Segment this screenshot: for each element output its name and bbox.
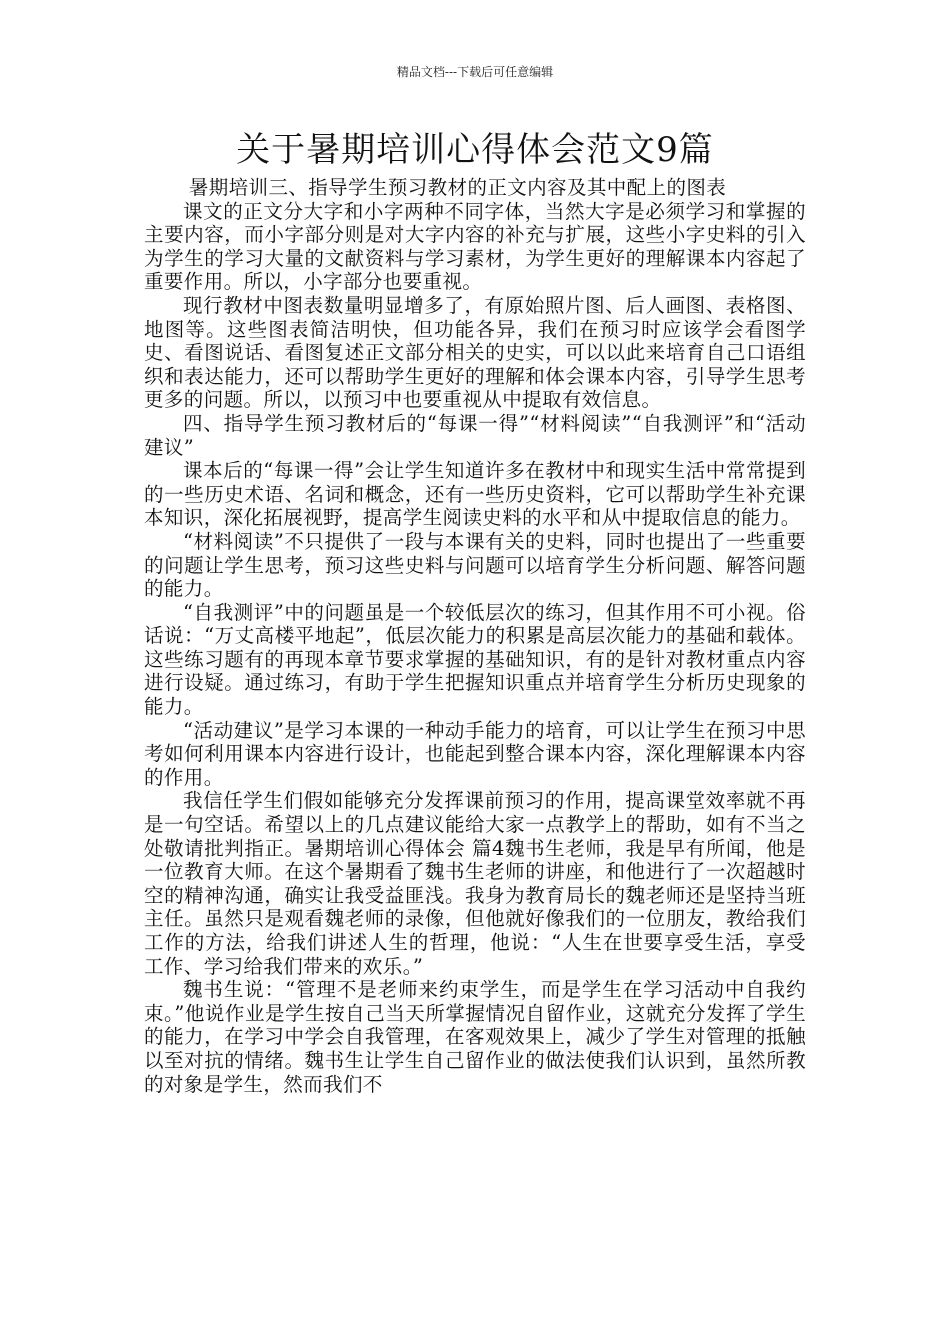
- paragraph: 课文的正文分大字和小字两种不同字体，当然大字是必须学习和掌握的主要内容，而小字部分则是对大字内容的补充与扩展，这些小字史料的引入为学生的学习大量的文献资料与学习素材，为学生更好的理解课本内容起了重要作用。所以，小字部分也要重视。: [144, 199, 806, 294]
- paragraph: 暑期培训三、指导学生预习教材的正文内容及其中配上的图表: [188, 176, 727, 199]
- paragraph: 我信任学生们假如能够充分发挥课前预习的作用，提高课堂效率就不再是一句空话。希望以上的几点建议能给大家一点教学上的帮助，如有不当之处敬请批判指正。暑期培训心得体会 篇4魏书生老师，我是早有所闻，他是一位教育大师。在这个暑期看了魏书生老师的讲座，和他进行了一次超越时空的精神沟通，确实让我受益匪浅。我身为教育局长的魏老师还是坚持当班主任。虽然只是观看魏老师的录像，但他就好像我们的一位朋友，教给我们工作的方法，给我们讲述人生的哲理，他说：“人生在世要享受生活，享受工作、学习给我们带来的欢乐。”: [144, 789, 806, 978]
- document-title: 关于暑期培训心得体会范文9篇: [236, 130, 714, 170]
- page-header: 精品文档---下载后可任意编辑: [396, 65, 554, 79]
- paragraph: 四、指导学生预习教材后的“每课一得”“材料阅读”“自我测评”和“活动建议”: [144, 411, 806, 459]
- paragraph: “材料阅读”不只提供了一段与本课有关的史料，同时也提出了一些重要的问题让学生思考，预习这些史料与问题可以培育学生分析问题、解答问题的能力。: [144, 529, 806, 601]
- document-body: [144, 176, 806, 1096]
- paragraph: 现行教材中图表数量明显增多了，有原始照片图、后人画图、表格图、地图等。这些图表简洁明快，但功能各异，我们在预习时应该学会看图学史、看图说话、看图复述正文部分相关的史实，可以以此来培育自己口语组织和表达能力，还可以帮助学生更好的理解和体会课本内容，引导学生思考更多的问题。所以，以预习中也要重视从中提取有效信息。: [144, 293, 806, 412]
- paragraph: 课本后的“每课一得”会让学生知道许多在教材中和现实生活中常常提到的一些历史术语、名词和概念，还有一些历史资料，它可以帮助学生补充课本知识，深化拓展视野，提高学生阅读史料的水平和从中提取信息的能力。: [144, 459, 806, 530]
- paragraph: “自我测评”中的问题虽是一个较低层次的练习，但其作用不可小视。俗话说：“万丈高楼平地起”，低层次能力的积累是高层次能力的基础和载体。这些练习题有的再现本章节要求掌握的基础知识，有的是针对教材重点内容进行设疑。通过练习，有助于学生把握知识重点并培育学生分析历史现象的能力。: [144, 600, 806, 719]
- paragraph: “活动建议”是学习本课的一种动手能力的培育，可以让学生在预习中思考如何利用课本内容进行设计，也能起到整合课本内容，深化理解课本内容的作用。: [144, 718, 806, 789]
- paragraph: 魏书生说：“管理不是老师来约束学生，而是学生在学习活动中自我约束。”他说作业是学生按自己当天所掌握情况自留作业，这就充分发挥了学生的能力，在学习中学会自我管理，在客观效果上，减少了学生对管理的抵触以至对抗的情绪。魏书生让学生自己留作业的做法使我们认识到，虽然所教的对象是学生，然而我们不: [144, 978, 806, 1096]
